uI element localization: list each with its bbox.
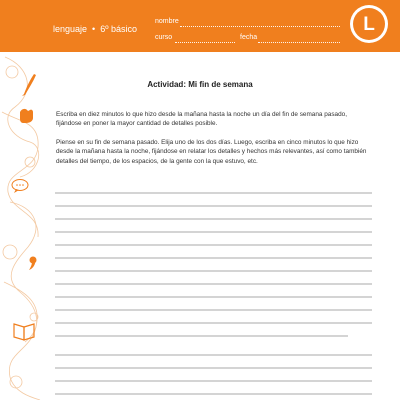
- instruction-paragraph-2: Piense en su fin de semana pasado. Elija uno de los dos días. Luego, escriba en cinco minutos lo que hizo desde la mañana hasta la noche, fijándose en relatar los detalles y hechos más relevantes, así como también detalles del tiempo, de los espacios, de la gente con la que estuvo, etc.: [56, 139, 367, 165]
- date-field-label: fecha: [240, 34, 258, 41]
- subject-name: lenguaje: [53, 24, 88, 34]
- grade-label: 6º básico: [100, 24, 137, 34]
- activity-title: Actividad: Mi fin de semana: [147, 80, 253, 89]
- name-field-label: nombre: [155, 18, 179, 25]
- subject-bullet: •: [92, 24, 96, 34]
- instruction-paragraph-1: Escriba en diez minutos lo que hizo desde la mañana hasta la noche un día del fin de semana pasado, fijándose en poner la mayor cantidad de detalles posible.: [56, 111, 347, 128]
- course-field-label: curso: [155, 34, 173, 41]
- logo-letter: L: [353, 8, 385, 40]
